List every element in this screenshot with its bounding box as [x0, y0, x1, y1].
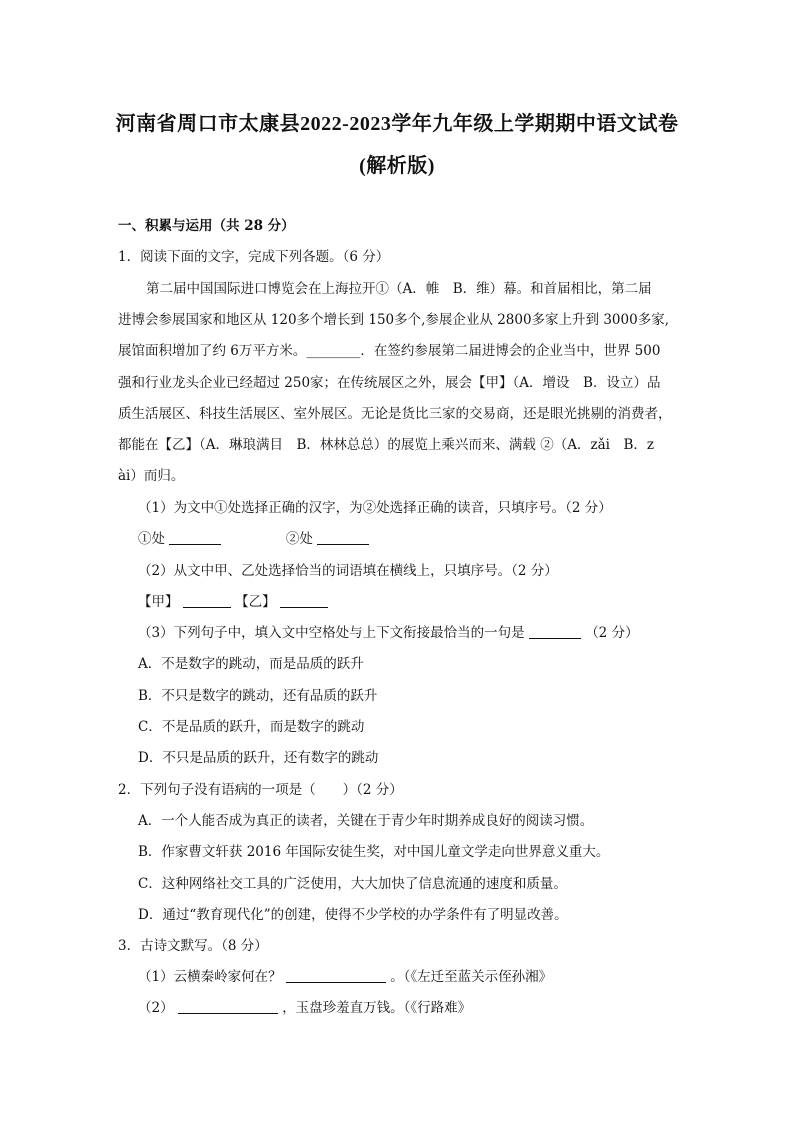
answer-label: 【甲】 [138, 594, 179, 610]
option-item: B．不只是数字的跳动，还有品质的跃升 [138, 688, 378, 704]
answer-blank[interactable] [529, 624, 581, 639]
option-item: A．不是数字的跳动，而是品质的跃升 [138, 656, 364, 672]
doc-subtitle: (解析版) [359, 155, 435, 177]
passage-line: 进博会参展国家和地区从 120多个增长到 150多个,参展企业从 2800多家上升到 3000多家, [118, 312, 669, 328]
option-item: C．这种网络社交工具的广泛使用，大大加快了信息流通的速度和质量。 [138, 876, 567, 892]
answer-blank[interactable] [286, 968, 386, 983]
q2-stem: 2．下列句子没有语病的一项是（ ）（2 分） [118, 782, 403, 798]
passage-line: ài）而归。 [118, 468, 185, 484]
answer-blank[interactable] [183, 593, 231, 608]
answer-blank[interactable] [178, 999, 278, 1014]
passage-line: 质生活展区、科技生活展区、室外展区。无论是货比三家的交易商，还是眼光挑剔的消费者， [118, 406, 672, 422]
passage-line: 第二届中国国际进口博览会在上海拉开①（A．帷 B．维）幕。和首届相比，第二届 [146, 281, 652, 297]
q3-item [138, 967, 708, 987]
answer-blank[interactable] [317, 530, 369, 545]
poem-source-text: ，玉盘珍羞直万钱。（《行路难》 [282, 1000, 472, 1016]
option-item: A．一个人能否成为真正的读者，关键在于青少年时期养成良好的阅读习惯。 [138, 813, 594, 829]
q1-sub2-answers [138, 592, 708, 612]
answer-label: ②处 [285, 531, 313, 547]
poem-source-text: 。（《左迁至蓝关示侄孙湘》 [390, 969, 553, 985]
doc-title: 河南省周口市太康县2022-2023学年九年级上学期期中语文试卷 [115, 113, 679, 135]
poem-line-text: （2） [138, 1000, 174, 1016]
question-text: （3）下列句子中，填入文中空格处与上下文衔接最恰当的一句是 [138, 625, 525, 641]
q3-item [138, 998, 708, 1018]
answer-blank[interactable] [280, 593, 328, 608]
answer-label: ①处 [138, 531, 165, 547]
option-item: D．不只是品质的跃升，还有数字的跳动 [138, 750, 379, 766]
q1-sub2: （2）从文中甲、乙处选择恰当的词语填在横线上，只填序号。（2 分） [138, 563, 558, 579]
answer-blank[interactable] [169, 530, 221, 545]
q1-sub1-answers [138, 529, 708, 549]
score-text: （2 分） [585, 625, 639, 641]
q3-stem: 3．古诗文默写。（8 分） [118, 938, 268, 954]
q1-stem: 1．阅读下面的文字，完成下列各题。（6 分） [118, 249, 390, 265]
answer-label: 【乙】 [235, 594, 276, 610]
passage-line: 展馆面积增加了约 6万平方米。________．在签约参展第二届进博会的企业当中，世界 500 [118, 343, 661, 359]
section-heading: 一、积累与运用（共 28 分） [118, 218, 295, 234]
option-item: B．作家曹文轩获 2016 年国际安徒生奖，对中国儿童文学走向世界意义重大。 [138, 844, 610, 860]
passage-line: 都能在【乙】（A．琳琅满目 B．林林总总）的展览上乘兴而来、满载 ②（A．zǎi B．z [118, 437, 654, 453]
q1-sub3 [138, 623, 708, 643]
passage-line: 强和行业龙头企业已经超过 250家；在传统展区之外，展会【甲】（A．增设 B．设立）品 [118, 375, 661, 391]
q1-sub1: （1）为文中①处选择正确的汉字，为②处选择正确的读音，只填序号。（2 分） [138, 500, 612, 516]
option-item: D．通过“教育现代化”的创建，使得不少学校的办学条件有了明显改善。 [138, 907, 568, 923]
poem-line-text: （1）云横秦岭家何在？ [138, 969, 282, 985]
option-item: C．不是品质的跃升，而是数字的跳动 [138, 719, 365, 735]
